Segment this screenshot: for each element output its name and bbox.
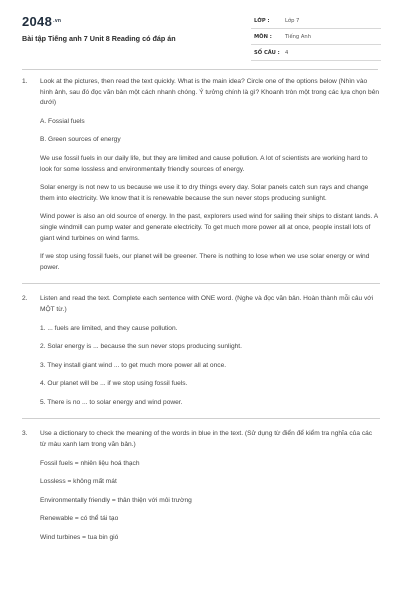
option-a: A. Fossial fuels bbox=[40, 117, 85, 125]
question-number: 3. bbox=[22, 430, 28, 438]
logo-text: 2048 bbox=[22, 14, 53, 29]
list-item: 2. Solar energy is ... because the sun never stops producing sunlight. bbox=[40, 343, 242, 351]
vocab-item: Renewable = có thể tái tạo bbox=[40, 515, 119, 523]
reading-paragraph: We use fossil fuels in our daily life, but they are limited and cause pollution. A lot of scientists are working hard to look for some lossless and environmentally friendly sources of energy. bbox=[40, 154, 368, 173]
question-divider bbox=[22, 283, 380, 284]
list-item: 3. They install giant wind ... to get much more power all at once. bbox=[40, 361, 227, 369]
vocab-item: Fossil fuels = nhiên liệu hoá thạch bbox=[40, 459, 140, 467]
question-instruction: Use a dictionary to check the meaning of the words in blue in the text. (Sử dụng từ điển để kiểm tra nghĩa của các từ màu xanh lam trong văn bản.) bbox=[40, 430, 373, 449]
meta-key: LỚP : bbox=[254, 18, 270, 24]
question-divider bbox=[22, 418, 380, 419]
meta-value: 4 bbox=[285, 50, 289, 56]
meta-table bbox=[251, 13, 381, 61]
document-header bbox=[0, 0, 400, 66]
question-number: 2. bbox=[22, 295, 28, 303]
vocab-item: Wind turbines = tua bin gió bbox=[40, 534, 119, 542]
reading-paragraph: Wind power is also an old source of energy. In the past, explorers used wind for sailing their ships to distant lands. A single windmill can pump water and generate electricity. To get much more power all at once, people install lots of giant wind turbines on wind farms. bbox=[40, 213, 378, 242]
vocab-item: Environmentally friendly = thân thiện với môi trường bbox=[40, 496, 192, 504]
meta-key: SỐ CÂU : bbox=[254, 50, 280, 56]
meta-row-class bbox=[251, 13, 381, 29]
list-item: 1. ... fuels are limited, and they cause pollution. bbox=[40, 324, 178, 332]
question-1 bbox=[22, 77, 380, 273]
question-3 bbox=[22, 429, 380, 543]
question-number: 1. bbox=[22, 78, 28, 85]
header-divider bbox=[22, 69, 378, 70]
question-instruction: Look at the pictures, then read the text quickly. What is the main idea? Circle one of the options below (Nhìn vào hình ảnh, sau đó đọc văn bản một cách nhanh chóng. Ý tưởng chính là gì? Khoanh tròn một trong các lựa chọn bên dưới) bbox=[40, 78, 380, 107]
meta-row-count bbox=[251, 45, 381, 61]
meta-key: MÔN : bbox=[254, 34, 272, 40]
meta-value: Lớp 7 bbox=[285, 18, 300, 24]
meta-value: Tiếng Anh bbox=[285, 34, 311, 40]
document-content bbox=[22, 77, 380, 552]
list-item: 4. Our planet will be ... if we stop using fossil fuels. bbox=[40, 380, 188, 388]
document-title: Bài tập Tiếng anh 7 Unit 8 Reading có đáp án bbox=[22, 34, 176, 43]
list-item: 5. There is no ... to solar energy and wind power. bbox=[40, 398, 183, 406]
vocab-item: Lossless = không mất mát bbox=[40, 478, 117, 486]
question-2 bbox=[22, 294, 380, 408]
reading-paragraph: Solar energy is not new to us because we use it to dry things every day. Solar panels catch sun rays and change them into electricity. We know that it is renewable because the sun never stops producing sunlight. bbox=[40, 184, 369, 202]
question-instruction: Listen and read the text. Complete each sentence with ONE word. (Nghe và đọc văn bản. Hoàn thành mỗi câu với MỘT từ.) bbox=[40, 295, 374, 313]
site-logo[interactable] bbox=[22, 14, 61, 29]
logo-suffix: .vn bbox=[53, 18, 62, 24]
option-b: B. Green sources of energy bbox=[40, 136, 121, 144]
meta-row-subject bbox=[251, 29, 381, 45]
reading-paragraph: If we stop using fossil fuels, our planet will be greener. There is nothing to lose when we use solar energy or wind power. bbox=[40, 253, 370, 271]
